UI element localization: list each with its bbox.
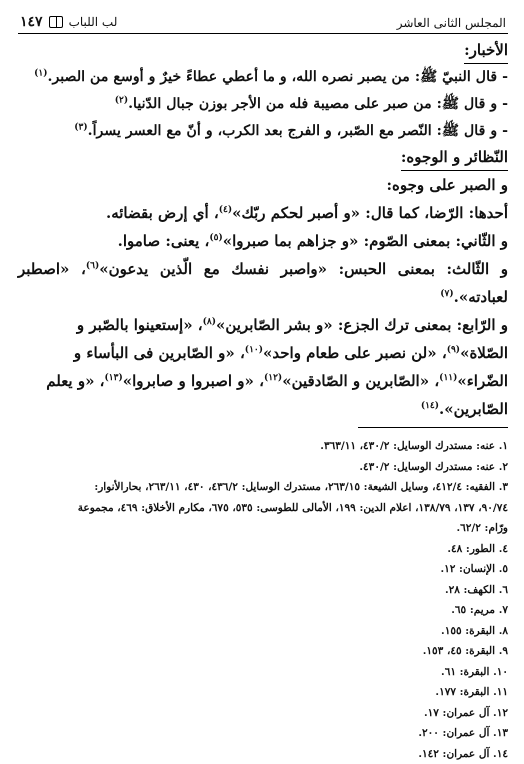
footnote-ref[interactable]: (٥) [209,233,222,243]
text-line: و الثّالث: بمعنى الحبس: «واصبر نفسك مع الّذين يدعون»$^{(٦)}$، «اصطبر لعبادته».$^{(٧)}$ [18,255,508,311]
text-line: و الرّابع: بمعنى ترك الجزع: «و بشر الصّابرين»$^{(٨)}$، «إستعينوا بالصّبر و [18,311,508,339]
page-header [18,8,508,34]
footnote: ١. عنه: مستدرك الوسايل: ٤٣٠/٢، ٣٦٣/١١. [18,436,508,457]
footnote: ٣. الفقيه: ٤١٢/٤، وسايل الشيعة: ٢٦٣/١٥، مستدرك الوسايل: ٤٣٦/٢، ٤٣٠، ٢٦٣/١١، بحارالأنوار: [18,477,508,498]
section-heading: الأخبار: [464,38,508,64]
footnote: ١٠. البقرة: ٦١. [18,662,508,683]
footnote: ٥. الإنسان: ١٢. [18,559,508,580]
footnote-ref[interactable]: (١٢) [264,373,282,383]
footnote-ref[interactable]: (١٣) [105,373,123,383]
footnote: ١٤. آل عمران: ١٤٢. [18,744,508,764]
footnote: ١٢. آل عمران: ١٧. [18,703,508,724]
section-heading: النّظائر و الوجوه: [401,145,508,171]
footnote: ٢. عنه: مستدرك الوسايل: ٤٣٠/٢. [18,457,508,478]
footnote-ref[interactable]: (١) [34,68,47,78]
footnote-ref[interactable]: (١٠) [245,345,263,355]
page-number: ١٤٧ [20,14,43,30]
footnote: ١٣. آل عمران: ٢٠٠. [18,723,508,744]
footnote: ٨. البقرة: ١٥٥. [18,621,508,642]
section-nazair [18,145,508,423]
footnote: ٩٠/٧٤، ١٣٧، ١٣٨/٧٩، اعلام الدين: ١٩٩، الأمالى للطوسى: ٥٣٥، ٦٧٥، مكارم الأخلاق: ٤٦٩، مجموعة [18,498,508,519]
text-line: - و قال ﷺ: النّصر مع الصّبر، و الفرج بعد الكرب، و أنّ مع العسر يسراً.$^{(٣)}$ [18,118,508,145]
text-line: الصّلاة»$^{(٩)}$، «لن نصبر على طعام واحد»$^{(١٠)}$، «و الصّابرين فى البأساء و [18,339,508,367]
footnote: ٤. الطور: ٤٨. [18,539,508,560]
text-line: و الثّاني: بمعنى الصّوم: «و جزاهم بما صبروا»$^{(٥)}$، يعنى: صاموا. [18,227,508,255]
footnote: ٧. مريم: ٦٥. [18,600,508,621]
footnote: ٩. البقرة: ٤٥، ١٥٣. [18,641,508,662]
chapter-title: المجلس الثانى العاشر [397,16,506,30]
footnote-ref[interactable]: (٣) [74,122,87,132]
text-line: - قال النبيّ ﷺ: من يصبر نصره الله، و ما أعطي عطاءً خيرٌ و أوسع من الصبر.$^{(١)}$ [18,64,508,91]
text-line: - و قال ﷺ: من صبر على مصيبة فله من الأجر بوزن جبال الدّنيا.$^{(٢)}$ [18,91,508,118]
footnote-ref[interactable]: (٩) [447,345,460,355]
book-icon [49,16,63,28]
footnote-ref[interactable]: (٧) [440,289,453,299]
main-text [18,38,508,764]
footnote: ١١. البقرة: ١٧٧. [18,682,508,703]
header-book-info [20,14,117,30]
footnote: ٦. الكهف: ٢٨. [18,580,508,601]
footnote-ref[interactable]: (١٤) [421,401,439,411]
footnote-ref[interactable]: (٦) [86,261,99,271]
book-page [18,8,508,736]
section-akhbar [18,38,508,145]
text-line: أحدها: الرّضا، كما قال: «و أصبر لحكم ربّك»$^{(٤)}$، أي إرض بقضائه. [18,199,508,227]
text-line: و الصبر على وجوه: [18,171,508,199]
footnote: ورّام: ٦٢/٢. [18,518,508,539]
footnote-ref[interactable]: (٨) [203,317,216,327]
footnote-separator [358,427,508,428]
footnote-ref[interactable]: (٢) [115,95,128,105]
footnote-ref[interactable]: (٤) [219,205,232,215]
footnotes [18,436,508,764]
footnote-ref[interactable]: (١١) [439,373,457,383]
book-title: لب اللباب [69,15,118,29]
text-line: الضّراء»$^{(١١)}$، «الصّابرين و الصّادقين»$^{(١٢)}$، «و اصبروا و صابروا»$^{(١٣)}$، «و يعلم [18,367,508,395]
text-line: الصّابرين».$^{(١٤)}$ [18,395,508,423]
